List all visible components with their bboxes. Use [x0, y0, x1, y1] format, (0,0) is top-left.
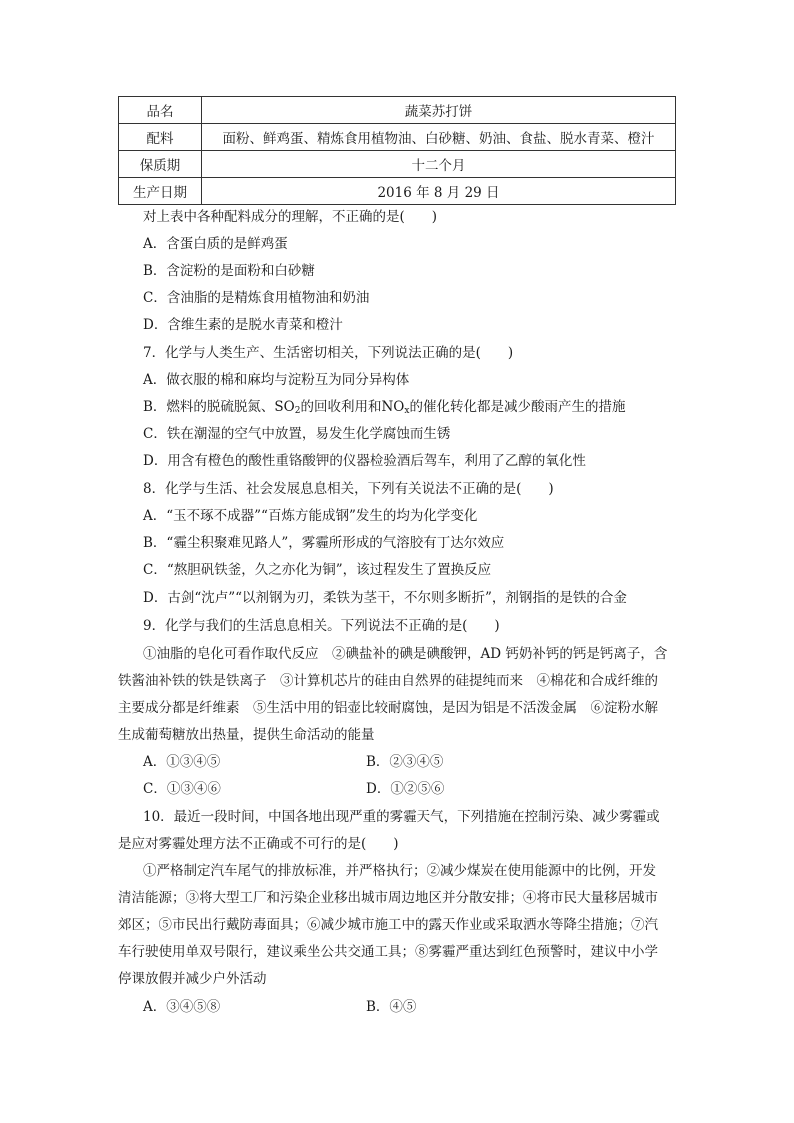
q8-option-a: A．“玉不琢不成器”“百炼方能成钢”发生的均为化学变化 — [143, 508, 478, 524]
q7-b-text: 的催化转化都是减少酸雨产生的措施 — [409, 399, 626, 415]
product-info-table — [118, 96, 676, 205]
q9-stem: 9．化学与我们的生活息息相关。下列说法不正确的是( ) — [143, 618, 500, 634]
q9-option-d: D．①②⑤⑥ — [366, 781, 445, 797]
q7-option-c: C．铁在潮湿的空气中放置，易发生化学腐蚀而生锈 — [143, 426, 451, 442]
q7-b-text: 的回收利用和NO — [300, 399, 405, 415]
q7-option-d: D．用含有橙色的酸性重铬酸钾的仪器检验酒后驾车，利用了乙醇的氧化性 — [143, 453, 586, 469]
table-value: 十二个月 — [202, 151, 676, 178]
q7-b-subscript: x — [404, 406, 410, 416]
table-value: 蔬菜苏打饼 — [202, 97, 676, 124]
q8-option-b: B．“霾尘积聚难见路人”，雾霾所形成的气溶胶有丁达尔效应 — [143, 535, 505, 551]
q7-b-text: B．燃料的脱硫脱氮、SO — [143, 399, 295, 415]
q9-body-line: ①油脂的皂化可看作取代反应 ②碘盐补的碘是碘酸钾，AD 钙奶补钙的钙是钙离子，含 — [143, 646, 668, 662]
q7-option-b — [143, 397, 625, 421]
q10-stem-line: 是应对雾霾处理方法不正确或不可行的是( ) — [118, 836, 399, 852]
q10-option-b: B．④⑤ — [366, 999, 417, 1015]
q9-option-c: C．①③④⑥ — [143, 781, 221, 797]
q8-option-c: C．“熬胆矾铁釜，久之亦化为铜”，该过程发生了置换反应 — [143, 562, 492, 578]
table-key: 配料 — [119, 124, 202, 151]
q6-option-b: B．含淀粉的是面粉和白砂糖 — [143, 263, 315, 279]
q7-option-a: A．做衣服的棉和麻均与淀粉互为同分异构体 — [143, 372, 410, 388]
q6-option-c: C．含油脂的是精炼食用植物油和奶油 — [143, 290, 370, 306]
q9-body-line: 铁酱油补铁的铁是铁离子 ③计算机芯片的硅由自然界的硅提纯而来 ④棉花和合成纤维的 — [118, 673, 658, 689]
q8-stem: 8．化学与生活、社会发展息息相关，下列有关说法不正确的是( ) — [143, 481, 554, 497]
q10-body-line: 车行驶使用单双号限行，建议乘坐公共交通工具；⑧雾霾严重达到红色预警时，建议中小学 — [118, 944, 658, 960]
q7-b-subscript: 2 — [294, 406, 301, 416]
q6-option-a: A．含蛋白质的是鲜鸡蛋 — [143, 236, 288, 252]
table-key: 保质期 — [119, 151, 202, 178]
q8-option-d: D．古剑“沈卢”“以剂钢为刃，柔铁为茎干，不尔则多断折”，剂钢指的是铁的合金 — [143, 590, 627, 606]
table-row — [119, 97, 676, 124]
table-value: 2016 年 8 月 29 日 — [202, 178, 676, 205]
q6-option-d: D．含维生素的是脱水青菜和橙汁 — [143, 317, 343, 333]
table-row — [119, 178, 676, 205]
q9-body-line: 生成葡萄糖放出热量，提供生命活动的能量 — [118, 727, 375, 743]
q7-stem: 7．化学与人类生产、生活密切相关，下列说法正确的是( ) — [143, 345, 514, 361]
q10-body-line: ①严格制定汽车尾气的排放标准，并严格执行；②减少煤炭在使用能源中的比例，开发 — [143, 863, 656, 879]
table-value: 面粉、鲜鸡蛋、精炼食用植物油、白砂糖、奶油、食盐、脱水青菜、橙汁 — [202, 124, 676, 151]
q10-body-line: 郊区；⑤市民出行戴防毒面具；⑥减少城市施工中的露天作业或采取洒水等降尘措施；⑦汽 — [118, 917, 658, 933]
q6-stem: 对上表中各种配料成分的理解，不正确的是( ) — [143, 209, 438, 225]
q9-option-a: A．①③④⑤ — [143, 754, 221, 770]
q10-body-line: 清洁能源；③将大型工厂和污染企业移出城市周边地区并分散安排；④将市民大量移居城市 — [118, 890, 658, 906]
q9-body-line: 主要成分都是纤维素 ⑤生活中用的铝壶比较耐腐蚀，是因为铝是不活泼金属 ⑥淀粉水解 — [118, 700, 658, 716]
q10-option-a: A．③④⑤⑧ — [143, 999, 221, 1015]
table-row — [119, 124, 676, 151]
table-row — [119, 151, 676, 178]
q9-option-b: B．②③④⑤ — [366, 754, 444, 770]
q10-body-line: 停课放假并减少户外活动 — [118, 971, 267, 987]
q10-stem-line: 10．最近一段时间，中国各地出现严重的雾霾天气，下列措施在控制污染、减少雾霾或 — [143, 809, 660, 825]
table-key: 品名 — [119, 97, 202, 124]
table-key: 生产日期 — [119, 178, 202, 205]
